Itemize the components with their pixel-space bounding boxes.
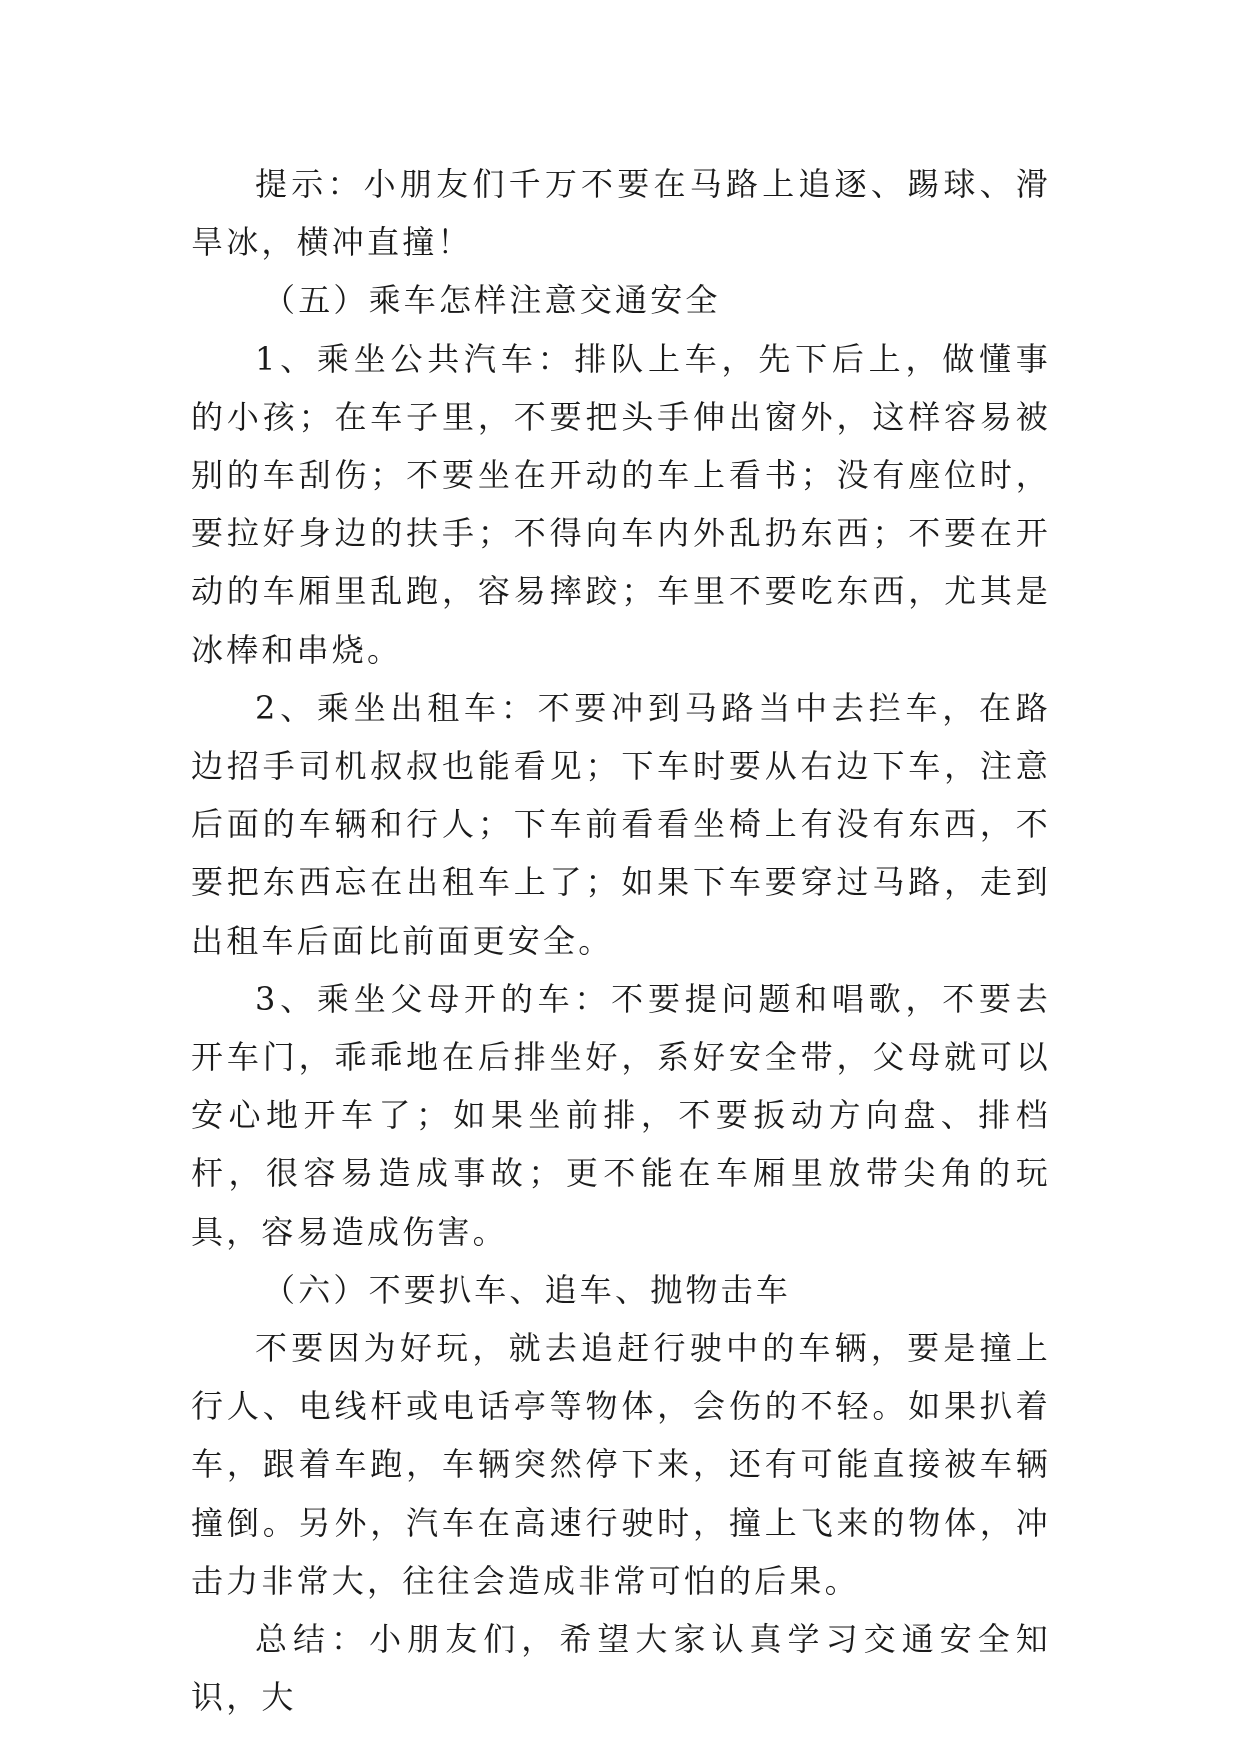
paragraph-taxi: 2、乘坐出租车：不要冲到马路当中去拦车，在路边招手司机叔叔也能看见；下车时要从右边下车，注意后面的车辆和行人；下车前看看坐椅上有没有东西，不要把东西忘在出租车上了；如果下车要穿过马路，走到出租车后面比前面更安全。 [191, 688, 1051, 960]
paragraph-bus: 1、乘坐公共汽车：排队上车，先下后上，做懂事的小孩；在车子里，不要把头手伸出窗外，这样容易被别的车刮伤；不要坐在开动的车上看书；没有座位时，要拉好身边的扶手；不得向车内外乱扔东西；不要在开动的车厢里乱跑，容易摔跤；车里不要吃东西，尤其是冰棒和串烧。 [191, 339, 1051, 669]
document-body [191, 155, 1051, 1726]
paragraph-tip: 提示：小朋友们千万不要在马路上追逐、踢球、滑旱冰，横冲直撞！ [191, 165, 1051, 262]
paragraph-parents-car: 3、乘坐父母开的车：不要提问题和唱歌，不要去开车门，乖乖地在后排坐好，系好安全带，父母就可以安心地开车了；如果坐前排，不要扳动方向盘、排档杆，很容易造成事故；更不能在车厢里放带尖角的玩具，容易造成伤害。 [191, 979, 1051, 1251]
paragraph-chasing-cars: 不要因为好玩，就去追赶行驶中的车辆，要是撞上行人、电线杆或电话亭等物体，会伤的不轻。如果扒着车，跟着车跑，车辆突然停下来，还有可能直接被车辆撞倒。另外，汽车在高速行驶时，撞上飞来的物体，冲击力非常大，往往会造成非常可怕的后果。 [191, 1329, 1051, 1600]
section-heading-5: （五）乘车怎样注意交通安全 [263, 281, 721, 320]
section-heading-6: （六）不要扒车、追车、抛物击车 [263, 1270, 792, 1309]
paragraph-summary: 总结：小朋友们，希望大家认真学习交通安全知识，大 [191, 1620, 1051, 1717]
